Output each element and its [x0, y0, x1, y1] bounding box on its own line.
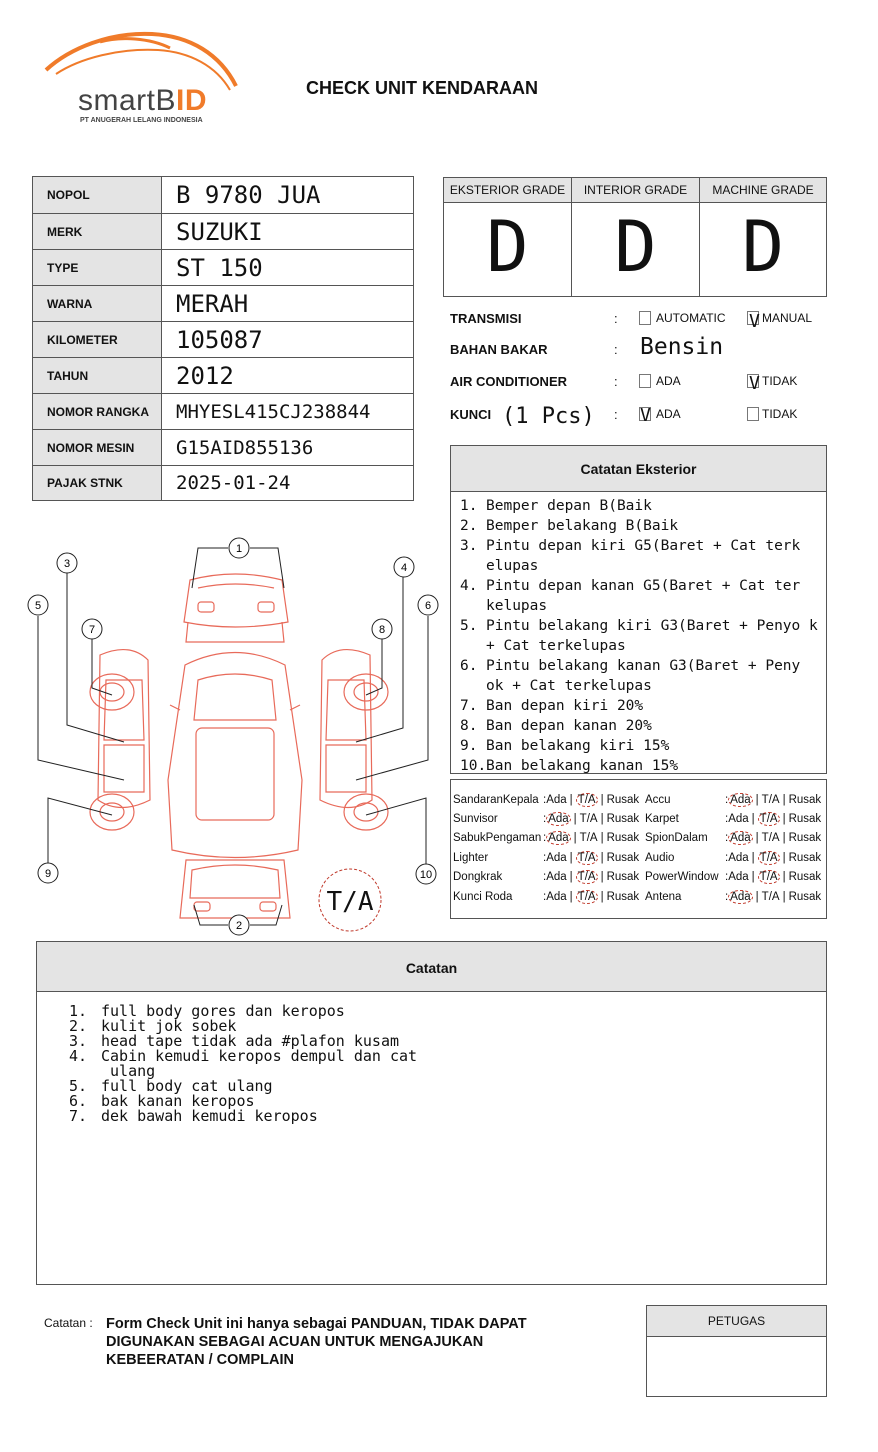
vehicle-row [33, 322, 414, 358]
logo-text-id: ID [176, 84, 208, 117]
grade-label: MACHINE GRADE [700, 178, 826, 203]
accessory-option[interactable]: Rusak [606, 890, 640, 903]
vehicle-field-value: ST 150 [162, 250, 414, 286]
manual-label: MANUAL [762, 311, 813, 325]
vehicle-row [33, 286, 414, 322]
accessory-name: PowerWindow [645, 871, 719, 884]
note-number: 5. [68, 1077, 87, 1095]
exterior-note-item [460, 696, 818, 716]
accessory-option[interactable]: Ada [730, 793, 751, 806]
accessory-separator: | [569, 890, 573, 903]
accessory-option[interactable]: Ada [730, 832, 751, 845]
kunci-ada-label: ADA [656, 407, 681, 421]
accessory-separator: | [782, 851, 786, 864]
colon: : [614, 342, 618, 357]
note-item [37, 1049, 826, 1064]
accessory-option[interactable]: Rusak [788, 832, 822, 845]
vehicle-row [33, 214, 414, 250]
accessory-separator: | [573, 813, 577, 826]
accessory-name: Accu [645, 793, 671, 806]
kunci-tidak-label: TIDAK [762, 407, 798, 421]
accessory-name: Audio [645, 851, 675, 864]
exterior-note-item [460, 496, 818, 516]
note-number: 1. [68, 1002, 87, 1020]
ta-stamp [319, 869, 381, 931]
accessory-option[interactable]: T/A [579, 813, 598, 826]
accessory-option[interactable]: Ada [728, 851, 749, 864]
colon: : [614, 311, 618, 326]
exterior-notes-title: Catatan Eksterior [451, 446, 826, 492]
vehicle-field-label: TAHUN [33, 358, 162, 394]
vehicle-field-label: WARNA [33, 286, 162, 322]
exterior-note-item [460, 516, 818, 536]
grade-value: D [614, 206, 657, 288]
kunci-label: KUNCI [450, 407, 492, 422]
vehicle-field-label: NOPOL [33, 177, 162, 214]
accessory-name: Sunvisor [453, 813, 498, 826]
check-mark-icon: V [749, 373, 760, 394]
callout-4 [394, 557, 414, 577]
accessory-option[interactable]: Ada [728, 871, 749, 884]
automatic-label: AUTOMATIC [656, 311, 726, 325]
accessory-option[interactable]: T/A [579, 832, 598, 845]
car-damage-diagram [20, 530, 450, 940]
exterior-note-number: 7. [460, 698, 478, 714]
vehicle-row [33, 466, 414, 501]
note-text: Cabin kemudi keropos dempul dan cat [101, 1047, 418, 1065]
vehicle-field-label: TYPE [33, 250, 162, 286]
exterior-note-number: 5. [460, 618, 478, 634]
note-text: head tape tidak ada #plafon kusam [101, 1032, 400, 1050]
exterior-note-text: Ban belakang kiri 15% [486, 738, 670, 754]
svg-text:6: 6 [424, 600, 432, 612]
petugas-box [646, 1305, 827, 1397]
grade-interior [572, 178, 700, 296]
vehicle-field-label: KILOMETER [33, 322, 162, 358]
accessory-row: Lighter : Ada | T/A | Rusak [453, 851, 640, 864]
accessory-row: Sunvisor : Ada | T/A | Rusak [453, 813, 640, 826]
svg-text:2: 2 [235, 920, 243, 932]
accessory-row: Audio : Ada | T/A | Rusak [645, 851, 822, 864]
accessory-separator: | [751, 871, 755, 884]
accessory-option[interactable]: T/A [761, 832, 780, 845]
exterior-note-item [460, 616, 818, 656]
note-text: full body gores dan keropos [101, 1002, 345, 1020]
ac-tidak-label: TIDAK [762, 374, 798, 388]
accessory-option[interactable]: Rusak [788, 871, 822, 884]
accessory-option[interactable]: T/A [759, 813, 778, 826]
accessory-option[interactable]: Ada [548, 813, 569, 826]
accessory-row: PowerWindow : Ada | T/A | Rusak [645, 871, 822, 884]
exterior-note-text: Pintu belakang kiri G3(Baret + Penyo k + Cat terkelupas [486, 618, 818, 654]
exterior-note-number: 1. [460, 498, 478, 514]
accessory-option[interactable]: Ada [728, 813, 749, 826]
accessory-row: SabukPengaman : Ada | T/A | Rusak [453, 832, 640, 845]
note-item [37, 1109, 826, 1124]
svg-text:1: 1 [235, 543, 243, 555]
note-text: bak kanan keropos [101, 1092, 255, 1110]
vehicle-row [33, 394, 414, 430]
callout-2 [229, 915, 249, 935]
grade-value: D [486, 206, 529, 288]
vehicle-field-value: 2025-01-24 [162, 466, 414, 501]
svg-text:T/A: T/A [326, 887, 374, 917]
vehicle-field-value: B 9780 JUA [162, 177, 414, 214]
accessory-option[interactable]: Ada [548, 832, 569, 845]
car-outline-icon [90, 574, 388, 918]
accessory-separator: | [600, 832, 604, 845]
check-mark-icon: V [640, 405, 651, 426]
notes-panel [36, 941, 827, 1285]
accessory-separator: | [569, 851, 573, 864]
logo-text-smart: smartB [78, 84, 177, 117]
accessory-separator: | [755, 890, 759, 903]
exterior-note-text: Pintu belakang kanan G3(Baret + Peny ok + Cat terkelupas [486, 658, 801, 694]
exterior-note-number: 9. [460, 738, 478, 754]
note-text: full body cat ulang [101, 1077, 273, 1095]
accessory-option[interactable]: Rusak [606, 832, 640, 845]
colon: : [614, 374, 618, 389]
exterior-note-item [460, 576, 818, 616]
grade-label: INTERIOR GRADE [572, 178, 699, 203]
svg-text:7: 7 [88, 624, 96, 636]
exterior-note-item [460, 716, 818, 736]
svg-text:9: 9 [44, 868, 52, 880]
accessory-row: Antena : Ada | T/A | Rusak [645, 890, 822, 903]
accessory-row: SpionDalam : Ada | T/A | Rusak [645, 832, 822, 845]
accessory-row: Dongkrak : Ada | T/A | Rusak [453, 871, 640, 884]
accessory-option[interactable]: Ada [730, 890, 751, 903]
exterior-note-number: 2. [460, 518, 478, 534]
accessory-option[interactable]: Rusak [788, 890, 822, 903]
notes-title: Catatan [37, 942, 826, 992]
accessory-name: Antena [645, 890, 682, 903]
vehicle-field-label: NOMOR MESIN [33, 430, 162, 466]
exterior-note-number: 6. [460, 658, 478, 674]
accessory-option[interactable]: T/A [577, 793, 596, 806]
accessory-row: Accu : Ada | T/A | Rusak [645, 793, 822, 806]
accessory-separator: | [782, 793, 786, 806]
svg-text:10: 10 [419, 869, 433, 881]
exterior-notes-panel [450, 445, 827, 774]
footer-label: Catatan : [44, 1316, 93, 1330]
accessory-separator: | [569, 793, 573, 806]
accessory-row: Karpet : Ada | T/A | Rusak [645, 813, 822, 826]
vehicle-field-value: 2012 [162, 358, 414, 394]
petugas-label: PETUGAS [647, 1306, 826, 1337]
check-mark-icon: V [749, 311, 760, 332]
callout-8 [372, 619, 392, 639]
accessory-option[interactable]: T/A [759, 871, 778, 884]
vehicle-info-table [32, 176, 414, 501]
accessory-separator: | [573, 832, 577, 845]
logo-wordmark [78, 84, 207, 118]
accessory-name: SabukPengaman [453, 832, 542, 845]
vehicle-row [33, 430, 414, 466]
company-logo [40, 28, 240, 128]
accessory-option[interactable]: Rusak [606, 871, 640, 884]
note-text: dek bawah kemudi keropos [101, 1107, 318, 1125]
accessory-separator: | [782, 813, 786, 826]
callout-3 [57, 553, 77, 573]
vehicle-field-label: MERK [33, 214, 162, 250]
exterior-note-item [460, 656, 818, 696]
accessory-option[interactable]: Ada [546, 851, 567, 864]
accessory-option[interactable]: T/A [577, 851, 596, 864]
kunci-count: (1 Pcs) [502, 404, 595, 429]
note-number: 7. [68, 1107, 87, 1125]
note-number: 6. [68, 1092, 87, 1110]
callout-7 [82, 619, 102, 639]
exterior-note-text: Ban belakang kanan 15% [486, 758, 679, 774]
footer-disclaimer: Form Check Unit ini hanya sebagai PANDUAN, TIDAK DAPAT DIGUNAKAN SEBAGAI ACUAN UNTUK MENGAJUKAN KEBEERATAN / COMPLAIN [106, 1316, 527, 1368]
accessory-option[interactable]: Rusak [788, 851, 822, 864]
vehicle-field-value: SUZUKI [162, 214, 414, 250]
accessory-separator: | [751, 851, 755, 864]
grade-panel [443, 177, 827, 297]
colon: : [614, 407, 618, 422]
vehicle-field-value: MERAH [162, 286, 414, 322]
accessory-separator: | [600, 890, 604, 903]
accessory-separator: | [782, 871, 786, 884]
vehicle-field-label: NOMOR RANGKA [33, 394, 162, 430]
accessory-row: SandaranKepala : Ada | T/A | Rusak [453, 793, 640, 806]
accessory-separator: | [569, 871, 573, 884]
accessory-option[interactable]: T/A [577, 871, 596, 884]
ac-ada-checkbox[interactable] [639, 374, 651, 388]
accessory-separator: | [755, 832, 759, 845]
accessory-option[interactable]: Ada [546, 890, 567, 903]
accessory-name: SandaranKepala [453, 793, 539, 806]
exterior-note-item [460, 736, 818, 756]
note-number: 3. [68, 1032, 87, 1050]
accessory-separator: | [755, 793, 759, 806]
accessory-option[interactable]: T/A [577, 890, 596, 903]
accessories-right-column [645, 790, 825, 906]
ac-ada-label: ADA [656, 374, 681, 388]
accessory-separator: | [600, 871, 604, 884]
accessory-row: Kunci Roda : Ada | T/A | Rusak [453, 890, 640, 903]
grade-exterior [444, 178, 572, 296]
ac-label: AIR CONDITIONER [450, 374, 567, 389]
accessory-option[interactable]: T/A [761, 793, 780, 806]
accessory-separator: | [751, 813, 755, 826]
notes-list [37, 992, 826, 1124]
svg-text:3: 3 [63, 558, 71, 570]
callout-10 [416, 864, 436, 884]
exterior-note-text: Pintu depan kiri G5(Baret + Cat terk elupas [486, 538, 801, 574]
accessory-separator: | [782, 890, 786, 903]
accessory-option[interactable]: Rusak [606, 851, 640, 864]
accessory-option[interactable]: T/A [759, 851, 778, 864]
vehicle-field-label: PAJAK STNK [33, 466, 162, 501]
accessory-name: Dongkrak [453, 871, 503, 884]
vehicle-field-value: 105087 [162, 322, 414, 358]
bahan-bakar-value: Bensin [640, 334, 724, 360]
accessory-option[interactable]: Rusak [606, 793, 640, 806]
grade-value: D [741, 206, 785, 288]
accessory-option[interactable]: Ada [546, 793, 567, 806]
note-text: kulit jok sobek [101, 1017, 237, 1035]
vehicle-row [33, 250, 414, 286]
note-number: 2. [68, 1017, 87, 1035]
svg-text:4: 4 [400, 562, 408, 574]
accessory-name: Kunci Roda [453, 890, 513, 903]
vehicle-row [33, 358, 414, 394]
vehicle-field-value: G15AID855136 [162, 430, 414, 466]
exterior-note-number: 10. [460, 758, 487, 774]
accessories-panel [450, 779, 827, 919]
grade-machine [700, 178, 826, 296]
callout-1 [229, 538, 249, 558]
exterior-note-number: 3. [460, 538, 478, 554]
accessory-option[interactable]: Rusak [788, 793, 822, 806]
exterior-note-text: Pintu depan kanan G5(Baret + Cat ter kelupas [486, 578, 801, 614]
exterior-note-text: Ban depan kiri 20% [486, 698, 644, 714]
logo-subtitle: PT ANUGERAH LELANG INDONESIA [80, 117, 203, 124]
accessory-option[interactable]: Ada [546, 871, 567, 884]
note-text: ulang [101, 1062, 156, 1080]
accessory-separator: | [600, 793, 604, 806]
exterior-note-text: Bemper depan B(Baik [486, 498, 652, 514]
accessories-left-column [453, 790, 643, 906]
grade-label: EKSTERIOR GRADE [444, 178, 571, 203]
exterior-notes-list [451, 492, 826, 774]
note-number: 4. [68, 1047, 87, 1065]
accessory-separator: | [782, 832, 786, 845]
vehicle-row [33, 177, 414, 214]
exterior-note-item [460, 536, 818, 576]
callout-9 [38, 863, 58, 883]
exterior-note-number: 4. [460, 578, 478, 594]
svg-text:5: 5 [34, 600, 42, 612]
automatic-checkbox[interactable] [639, 311, 651, 325]
svg-text:8: 8 [378, 624, 386, 636]
exterior-note-number: 8. [460, 718, 478, 734]
transmisi-label: TRANSMISI [450, 311, 522, 326]
accessory-name: Lighter [453, 851, 489, 864]
accessory-option[interactable]: Rusak [606, 813, 640, 826]
callout-6 [418, 595, 438, 615]
exterior-note-item [460, 756, 818, 774]
bahan-bakar-label: BAHAN BAKAR [450, 342, 548, 357]
accessory-option[interactable]: T/A [761, 890, 780, 903]
accessory-name: SpionDalam [645, 832, 708, 845]
exterior-note-text: Bemper belakang B(Baik [486, 518, 679, 534]
accessory-separator: | [600, 813, 604, 826]
accessory-option[interactable]: Rusak [788, 813, 822, 826]
accessory-separator: | [600, 851, 604, 864]
kunci-tidak-checkbox[interactable] [747, 407, 759, 421]
document-title: CHECK UNIT KENDARAAN [306, 78, 538, 98]
accessory-name: Karpet [645, 813, 679, 826]
exterior-note-text: Ban depan kanan 20% [486, 718, 652, 734]
vehicle-field-value: MHYESL415CJ238844 [162, 394, 414, 430]
callout-5 [28, 595, 48, 615]
